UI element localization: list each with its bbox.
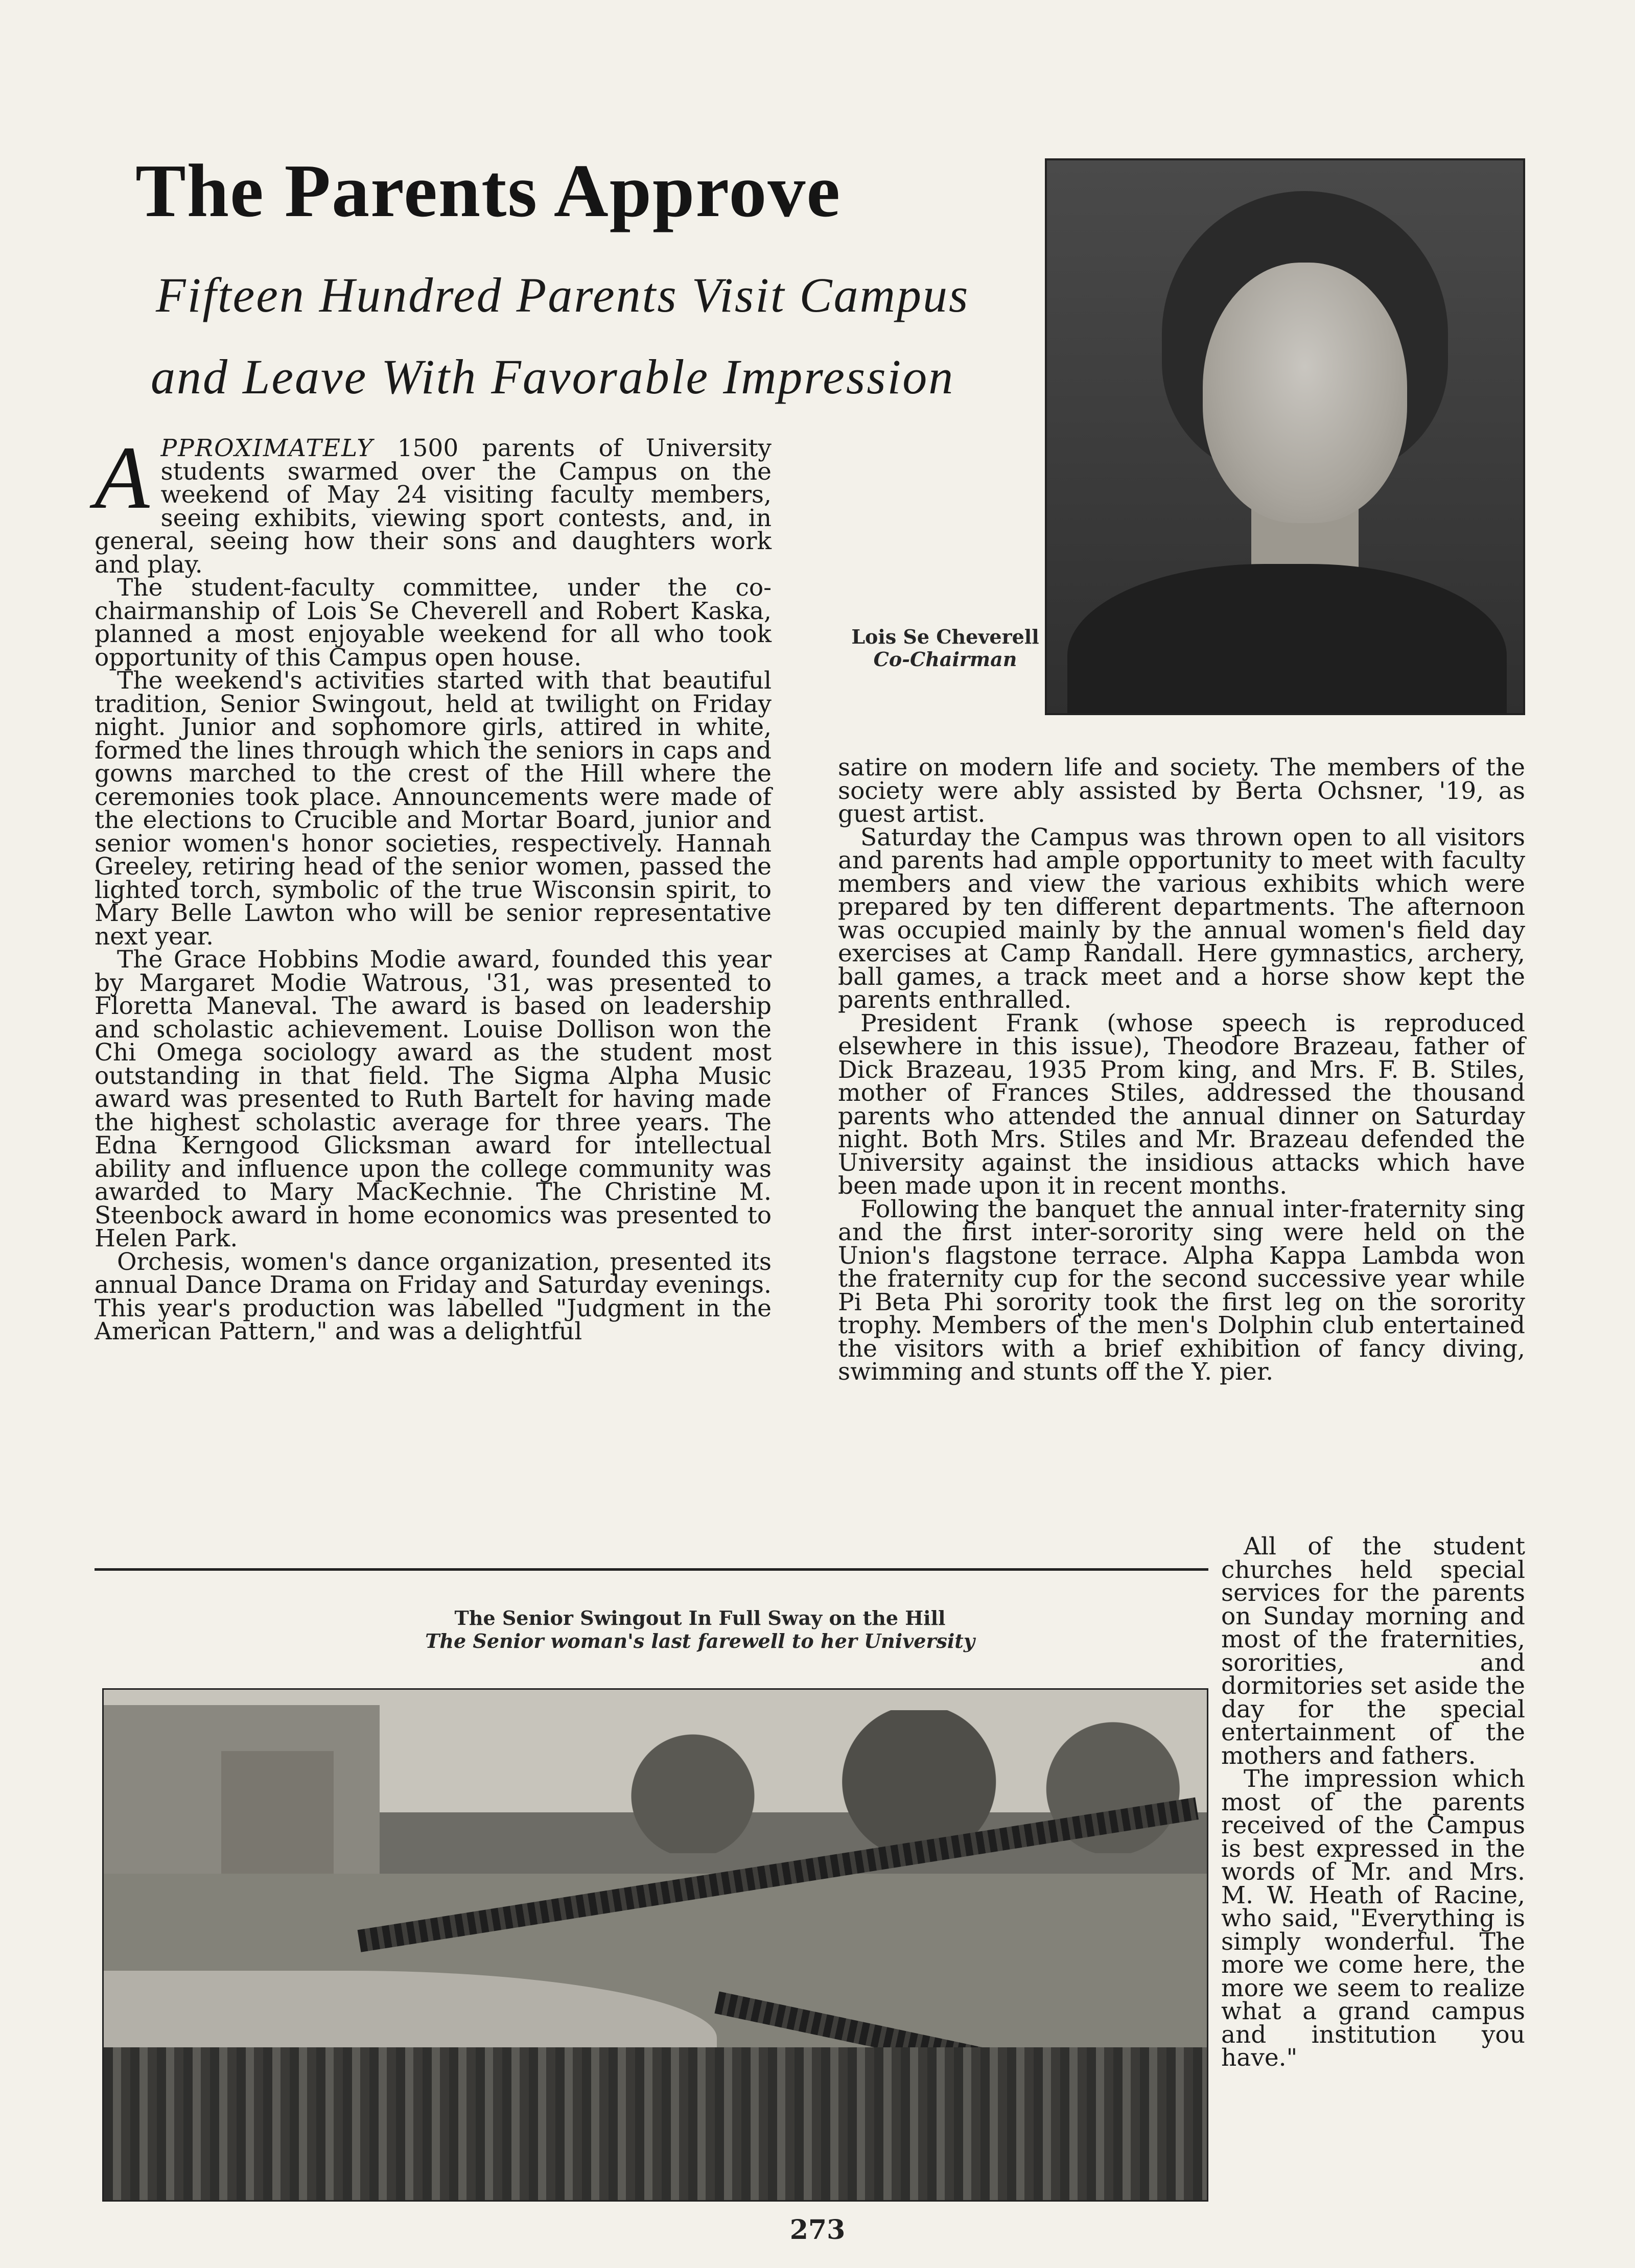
- article-paragraph-5: Orchesis, women's dance organization, presented its annual Dance Drama on Friday and Saturday evenings. This year's production was labelled "Judgment in the American Pattern," and was a delightful: [95, 1247, 772, 1345]
- swingout-photo: [102, 1688, 1208, 2202]
- portrait-caption-role: Co-Chairman: [873, 648, 1017, 671]
- article-paragraph-9: Following the banquet the annual inter-fraternity sing and the first inter-sorority sing were held on the Union's flagstone terrace. Alpha Kappa Lambda won the fraternity cup for the second successive year while Pi Beta Phi sorority took the first leg on the sorority trophy. Members of the men's Dolphin club entertained the visitors with a brief exhibition of fancy diving, swimming and stunts off the Y. pier.: [838, 1195, 1525, 1386]
- photo-caption: [286, 1606, 1114, 1652]
- article-paragraph-3: The weekend's activities started with that beautiful tradition, Senior Swingout, held at twilight on Friday night. Junior and sophomore girls, attired in white, formed the lines through which the seniors in caps and gowns marched to the crest of the Hill where the ceremonies took place. Announcements were made of the elections to Crucible and Mortar Board, junior and senior women's honor societies, respectively. Hannah Greeley, retiring head of the senior women, passed the lighted torch, symbolic of the true Wisconsin spirit, to Mary Belle Lawton who will be senior representative next year.: [95, 667, 772, 951]
- article-paragraph-4: The Grace Hobbins Modie award, founded this year by Margaret Modie Watrous, '31, was presented to Floretta Maneval. The award is based on leadership and scholastic achievement. Louise Dollison won the Chi Omega sociology award as the student most outstanding in that field. The Sigma Alpha Music award was presented to Ruth Bartelt for having made the highest scholastic average for three years. The Edna Kerngood Glicksman award for intellectual ability and influence upon the college community was awarded to Mary MacKechnie. The Christine M. Steenbock award in home economics was presented to Helen Park.: [95, 946, 772, 1253]
- article-column-left: [95, 428, 772, 1345]
- portrait-caption: [848, 626, 1042, 671]
- drop-cap: A: [95, 428, 150, 528]
- article-paragraph-6: satire on modern life and society. The members of the society were ably assisted by Berta Ochsner, '19, as guest artist.: [838, 753, 1525, 828]
- article-paragraph-11: The impression which most of the parents received of the Campus is best expressed in the words of Mr. and Mrs. M. W. Heath of Racine, who said, "Everything is simply wonderful. The more we come here, the more we seem to realize what a grand campus and institution you have.": [1221, 1765, 1525, 2072]
- paragraph-1-text: 1500 parents of University students swarmed over the Campus on the weekend of May 24 visiting faculty members, seeing exhibits, viewing sport contests, and, in general, seeing how their sons and daughters work and play.: [95, 434, 772, 579]
- article-subtitle-line-2: and Leave With Favorable Impression: [151, 349, 955, 404]
- portrait-caption-name: Lois Se Cheverell: [851, 625, 1039, 648]
- section-divider: [95, 1568, 1208, 1571]
- photo-crowd: [104, 2047, 1207, 2202]
- article-column-right: [838, 753, 1525, 1386]
- portrait-photo: [1045, 158, 1525, 715]
- photo-building-wing: [221, 1751, 334, 1884]
- article-subtitle-line-1: Fifteen Hundred Parents Visit Campus: [156, 268, 970, 322]
- article-paragraph-1: [95, 428, 772, 579]
- article-paragraph-10: All of the student churches held special services for the parents on Sunday morning and most of the fraternities, sororities, and dormitories set aside the day for the special entertainment of the mothers and fathers.: [1221, 1532, 1525, 1770]
- photo-caption-title: The Senior Swingout In Full Sway on the Hill: [454, 1606, 946, 1629]
- portrait-dress: [1067, 564, 1507, 715]
- page-number: 273: [789, 2214, 846, 2246]
- article-paragraph-7: Saturday the Campus was thrown open to all visitors and parents had ample opportunity to meet with faculty members and view the various exhibits which were prepared by ten different departments. The afternoon was occupied mainly by the annual women's field day exercises at Camp Randall. Here gymnastics, archery, ball games, a track meet and a horse show kept the parents enthralled.: [838, 823, 1525, 1014]
- photo-caption-subtitle: The Senior woman's last farewell to her University: [425, 1629, 975, 1652]
- portrait-face: [1203, 263, 1407, 523]
- article-title: The Parents Approve: [135, 149, 842, 233]
- article-column-narrow: [1221, 1532, 1525, 2072]
- article-paragraph-8: President Frank (whose speech is reproduced elsewhere in this issue), Theodore Brazeau, father of Dick Brazeau, 1935 Prom king, and Mrs. F. B. Stiles, mother of Frances Stiles, addressed the thousand parents who attended the annual dinner on Saturday night. Both Mrs. Stiles and Mr. Brazeau defended the University against the insidious attacks which have been made upon it in recent months.: [838, 1009, 1525, 1200]
- lead-word: PPROXIMATELY: [160, 434, 374, 462]
- article-paragraph-2: The student-faculty committee, under the co-chairmanship of Lois Se Cheverell and Robert Kaska, planned a most enjoyable weekend for all who took opportunity of this Campus open house.: [95, 574, 772, 672]
